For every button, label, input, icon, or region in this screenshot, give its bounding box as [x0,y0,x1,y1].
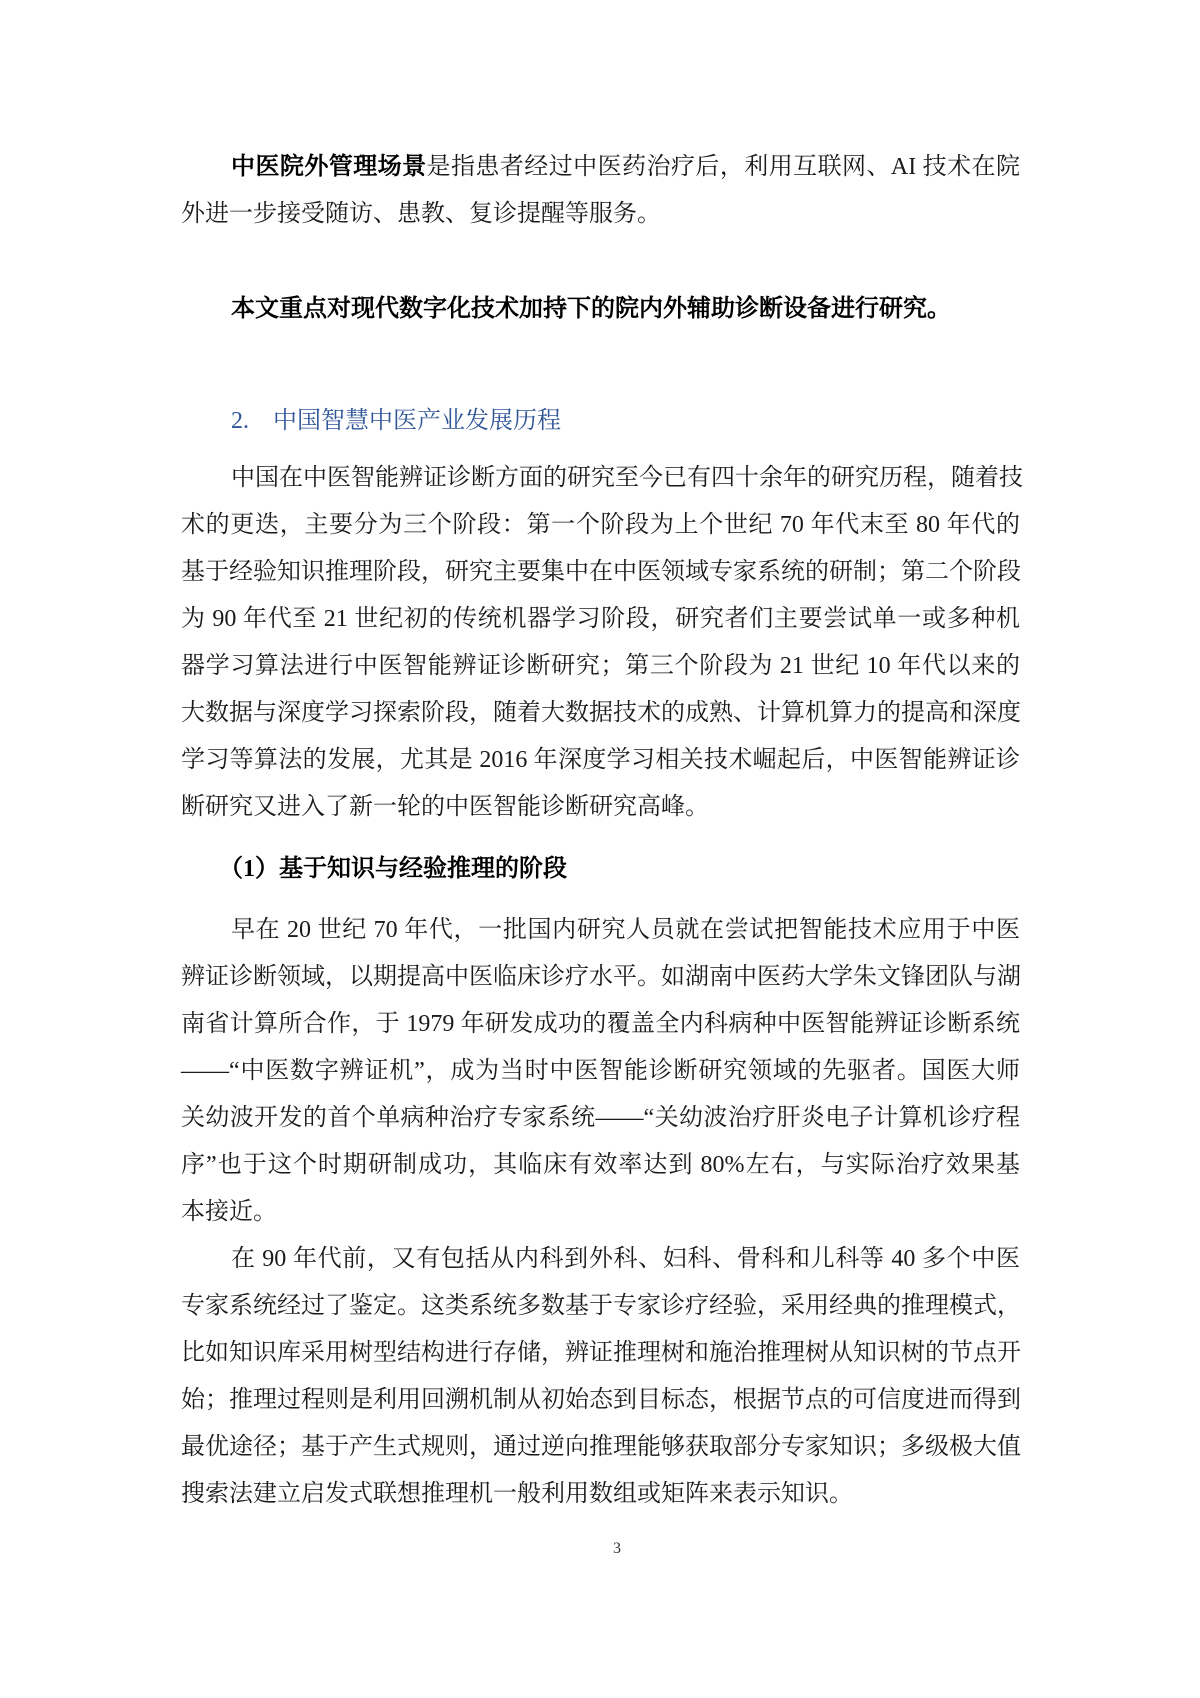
paragraph-line: 专家系统经过了鉴定。这类系统多数基于专家诊疗经验，采用经典的推理模式， [181,1293,1021,1319]
paragraph-line: 中国在中医智能辨证诊断方面的研究至今已有四十余年的研究历程，随着技 [231,465,1023,491]
paragraph-outpatient-scenario [181,144,1020,238]
paragraph-line: 基于经验知识推理阶段，研究主要集中在中医领域专家系统的研制；第二个阶段 [181,559,1021,585]
paragraph-line: 断研究又进入了新一轮的中医智能诊断研究高峰。 [181,794,709,820]
bold-term: 中医院外管理场景 [231,154,427,180]
paragraph-line: 大数据与深度学习探索阶段，随着大数据技术的成熟、计算机算力的提高和深度 [181,700,1021,726]
paragraph-line: 为 90 年代至 21 世纪初的传统机器学习阶段，研究者们主要尝试单一或多种机 [181,606,1020,632]
paragraph-line: 辨证诊断领域，以期提高中医临床诊疗水平。如湖南中医药大学朱文锋团队与湖 [181,964,1021,990]
focus-statement [181,286,1020,333]
paragraph-line [181,144,1020,191]
section-heading [181,398,1020,445]
paragraph-early-research [181,907,1020,1236]
paragraph-line: ——“中医数字辨证机”，成为当时中医智能诊断研究领域的先驱者。国医大师 [181,1058,1020,1084]
paragraph-line: 本文重点对现代数字化技术加持下的院内外辅助诊断设备进行研究。 [231,296,951,322]
section-title: 中国智慧中医产业发展历程 [273,408,561,434]
paragraph-line: 在 90 年代前，又有包括从内科到外科、妇科、骨科和儿科等 40 多个中医 [231,1246,1020,1272]
paragraph-line: 外进一步接受随访、患教、复诊提醒等服务。 [181,201,661,227]
paragraph-line: 器学习算法进行中医智能辨证诊断研究；第三个阶段为 21 世纪 10 年代以来的 [181,653,1020,679]
subsection-heading [181,846,1020,893]
paragraph-line: 搜索法建立启发式联想推理机一般利用数组或矩阵来表示知识。 [181,1481,853,1507]
paragraph-expert-systems [181,1236,1020,1518]
paragraph-history [181,455,1023,831]
section-number: 2. [231,408,249,434]
page-number: 3 [613,1540,621,1557]
subsection-title: （1）基于知识与经验推理的阶段 [219,856,567,882]
text-span: 是指患者经过中医药治疗后，利用互联网、AI 技术在院 [426,154,1020,180]
paragraph-line: 早在 20 世纪 70 年代，一批国内研究人员就在尝试把智能技术应用于中医 [231,917,1020,943]
paragraph-line: 始；推理过程则是利用回溯机制从初始态到目标态，根据节点的可信度进而得到 [181,1387,1021,1413]
paragraph-line: 关幼波开发的首个单病种治疗专家系统——“关幼波治疗肝炎电子计算机诊疗程 [181,1105,1020,1131]
paragraph-line: 南省计算所合作，于 1979 年研发成功的覆盖全内科病种中医智能辨证诊断系统 [181,1011,1020,1037]
paragraph-line: 本接近。 [181,1199,277,1225]
paragraph-line: 学习等算法的发展，尤其是 2016 年深度学习相关技术崛起后，中医智能辨证诊 [181,747,1020,773]
paragraph-line: 最优途径；基于产生式规则，通过逆向推理能够获取部分专家知识；多级极大值 [181,1434,1021,1460]
paragraph-line: 序”也于这个时期研制成功，其临床有效率达到 80%左右，与实际治疗效果基 [181,1152,1020,1178]
paragraph-line: 比如知识库采用树型结构进行存储，辨证推理树和施治推理树从知识树的节点开 [181,1340,1021,1366]
paragraph-line: 术的更迭，主要分为三个阶段：第一个阶段为上个世纪 70 年代末至 80 年代的 [181,512,1020,538]
